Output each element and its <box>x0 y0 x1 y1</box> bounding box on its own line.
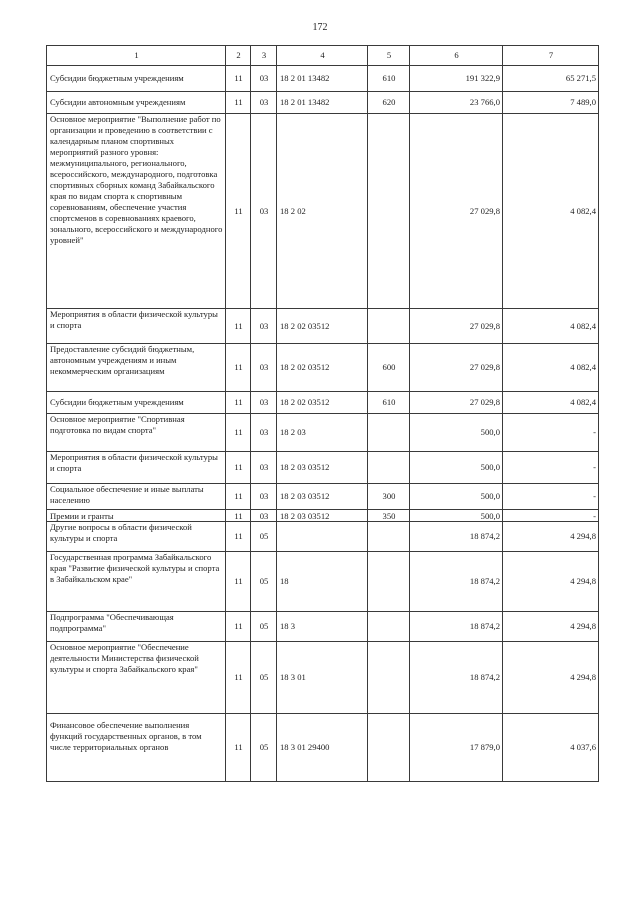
amount-col7: 4 294,8 <box>503 612 599 642</box>
target-code: 18 3 01 <box>277 642 368 714</box>
amount-col7: 4 082,4 <box>503 309 599 344</box>
subsection-code: 05 <box>251 612 277 642</box>
subsection-code: 03 <box>251 414 277 452</box>
row-name: Подпрограмма "Обеспечивающая подпрограмма" <box>47 612 226 642</box>
amount-col6: 17 879,0 <box>410 714 503 782</box>
header-cell: 6 <box>410 46 503 66</box>
amount-col6: 500,0 <box>410 510 503 522</box>
amount-col7: 4 082,4 <box>503 392 599 414</box>
subsection-code: 03 <box>251 309 277 344</box>
section-code: 11 <box>226 309 251 344</box>
section-code: 11 <box>226 484 251 510</box>
section-code: 11 <box>226 510 251 522</box>
table-row <box>47 552 599 612</box>
target-code: 18 2 01 13482 <box>277 66 368 92</box>
amount-col7: 65 271,5 <box>503 66 599 92</box>
target-code: 18 2 03 03512 <box>277 510 368 522</box>
amount-col6: 18 874,2 <box>410 642 503 714</box>
target-code: 18 2 02 03512 <box>277 344 368 392</box>
amount-col6: 500,0 <box>410 452 503 484</box>
header-cell: 1 <box>47 46 226 66</box>
subsection-code: 05 <box>251 552 277 612</box>
row-name: Субсидии бюджетным учреждениям <box>47 66 226 92</box>
target-code: 18 2 01 13482 <box>277 92 368 114</box>
target-code: 18 3 <box>277 612 368 642</box>
table-row <box>47 484 599 510</box>
expense-type-code <box>368 714 410 782</box>
target-code <box>277 522 368 552</box>
expense-type-code: 620 <box>368 92 410 114</box>
target-code: 18 2 02 <box>277 114 368 309</box>
row-name: Финансовое обеспечение выполнения функций государственных органов, в том числе территориальных органов <box>47 714 226 782</box>
header-row <box>47 46 599 66</box>
section-code: 11 <box>226 114 251 309</box>
table-row <box>47 66 599 92</box>
target-code: 18 2 03 03512 <box>277 484 368 510</box>
table-row <box>47 522 599 552</box>
amount-col6: 18 874,2 <box>410 552 503 612</box>
section-code: 11 <box>226 344 251 392</box>
table-row <box>47 452 599 484</box>
row-name: Основное мероприятие "Спортивная подготовка по видам спорта" <box>47 414 226 452</box>
expense-type-code: 610 <box>368 66 410 92</box>
expense-type-code <box>368 452 410 484</box>
section-code: 11 <box>226 452 251 484</box>
section-code: 11 <box>226 612 251 642</box>
target-code: 18 2 02 03512 <box>277 309 368 344</box>
target-code: 18 2 03 03512 <box>277 452 368 484</box>
subsection-code: 03 <box>251 484 277 510</box>
subsection-code: 03 <box>251 392 277 414</box>
amount-col7: 4 037,6 <box>503 714 599 782</box>
row-name: Мероприятия в области физической культуры и спорта <box>47 309 226 344</box>
amount-col6: 27 029,8 <box>410 114 503 309</box>
amount-col6: 500,0 <box>410 484 503 510</box>
amount-col7: 4 294,8 <box>503 642 599 714</box>
amount-col6: 23 766,0 <box>410 92 503 114</box>
expense-type-code <box>368 309 410 344</box>
section-code: 11 <box>226 714 251 782</box>
expense-type-code <box>368 552 410 612</box>
section-code: 11 <box>226 392 251 414</box>
subsection-code: 05 <box>251 642 277 714</box>
subsection-code: 03 <box>251 344 277 392</box>
header-cell: 3 <box>251 46 277 66</box>
target-code: 18 2 02 03512 <box>277 392 368 414</box>
amount-col6: 27 029,8 <box>410 392 503 414</box>
row-name: Государственная программа Забайкальского края "Развитие физической культуры и спорта в Забайкальском крае" <box>47 552 226 612</box>
amount-col7: 4 082,4 <box>503 114 599 309</box>
table-row <box>47 714 599 782</box>
amount-col7: 4 294,8 <box>503 522 599 552</box>
subsection-code: 05 <box>251 522 277 552</box>
amount-col6: 27 029,8 <box>410 309 503 344</box>
subsection-code: 03 <box>251 66 277 92</box>
subsection-code: 03 <box>251 510 277 522</box>
subsection-code: 03 <box>251 452 277 484</box>
amount-col6: 18 874,2 <box>410 612 503 642</box>
subsection-code: 03 <box>251 92 277 114</box>
amount-col7: - <box>503 484 599 510</box>
table-row <box>47 392 599 414</box>
row-name: Субсидии автономным учреждениям <box>47 92 226 114</box>
amount-col6: 500,0 <box>410 414 503 452</box>
row-name: Основное мероприятие "Выполнение работ по организации и проведению в соответствии с календарным планом спортивных мероприятий разного уровня: межмуниципального, регионального, всероссийского, международного, подготовка спортивных сборных команд Забайкальского края по видам спорта к спортивным соревнованиям, обеспечение участия спортсменов в соревнованиях краевого, зонального, всероссийского и международного уровней" <box>47 114 226 309</box>
amount-col7: - <box>503 414 599 452</box>
table-row <box>47 309 599 344</box>
table-row <box>47 642 599 714</box>
section-code: 11 <box>226 414 251 452</box>
amount-col7: 4 082,4 <box>503 344 599 392</box>
row-name: Основное мероприятие "Обеспечение деятельности Министерства физической культуры и спорта Забайкальского края" <box>47 642 226 714</box>
expense-type-code <box>368 414 410 452</box>
expense-type-code: 610 <box>368 392 410 414</box>
budget-table <box>46 45 599 782</box>
amount-col7: 7 489,0 <box>503 92 599 114</box>
amount-col7: - <box>503 510 599 522</box>
expense-type-code: 600 <box>368 344 410 392</box>
expense-type-code <box>368 612 410 642</box>
expense-type-code <box>368 522 410 552</box>
row-name: Мероприятия в области физической культуры и спорта <box>47 452 226 484</box>
table-row <box>47 114 599 309</box>
table-row <box>47 510 599 522</box>
row-name: Предоставление субсидий бюджетным, автономным учреждениям и иным некоммерческим организациям <box>47 344 226 392</box>
expense-type-code <box>368 642 410 714</box>
row-name: Субсидии бюджетным учреждениям <box>47 392 226 414</box>
row-name: Социальное обеспечение и иные выплаты населению <box>47 484 226 510</box>
amount-col6: 191 322,9 <box>410 66 503 92</box>
table-row <box>47 612 599 642</box>
row-name: Премии и гранты <box>47 510 226 522</box>
table-row <box>47 414 599 452</box>
amount-col7: - <box>503 452 599 484</box>
row-name: Другие вопросы в области физической культуры и спорта <box>47 522 226 552</box>
section-code: 11 <box>226 92 251 114</box>
header-cell: 5 <box>368 46 410 66</box>
target-code: 18 2 03 <box>277 414 368 452</box>
table-row <box>47 92 599 114</box>
target-code: 18 <box>277 552 368 612</box>
page-number: 172 <box>312 22 328 33</box>
amount-col6: 18 874,2 <box>410 522 503 552</box>
header-cell: 4 <box>277 46 368 66</box>
subsection-code: 03 <box>251 114 277 309</box>
expense-type-code <box>368 114 410 309</box>
table-row <box>47 344 599 392</box>
expense-type-code: 300 <box>368 484 410 510</box>
header-cell: 7 <box>503 46 599 66</box>
target-code: 18 3 01 29400 <box>277 714 368 782</box>
amount-col6: 27 029,8 <box>410 344 503 392</box>
expense-type-code: 350 <box>368 510 410 522</box>
amount-col7: 4 294,8 <box>503 552 599 612</box>
section-code: 11 <box>226 642 251 714</box>
header-cell: 2 <box>226 46 251 66</box>
section-code: 11 <box>226 522 251 552</box>
section-code: 11 <box>226 552 251 612</box>
subsection-code: 05 <box>251 714 277 782</box>
section-code: 11 <box>226 66 251 92</box>
